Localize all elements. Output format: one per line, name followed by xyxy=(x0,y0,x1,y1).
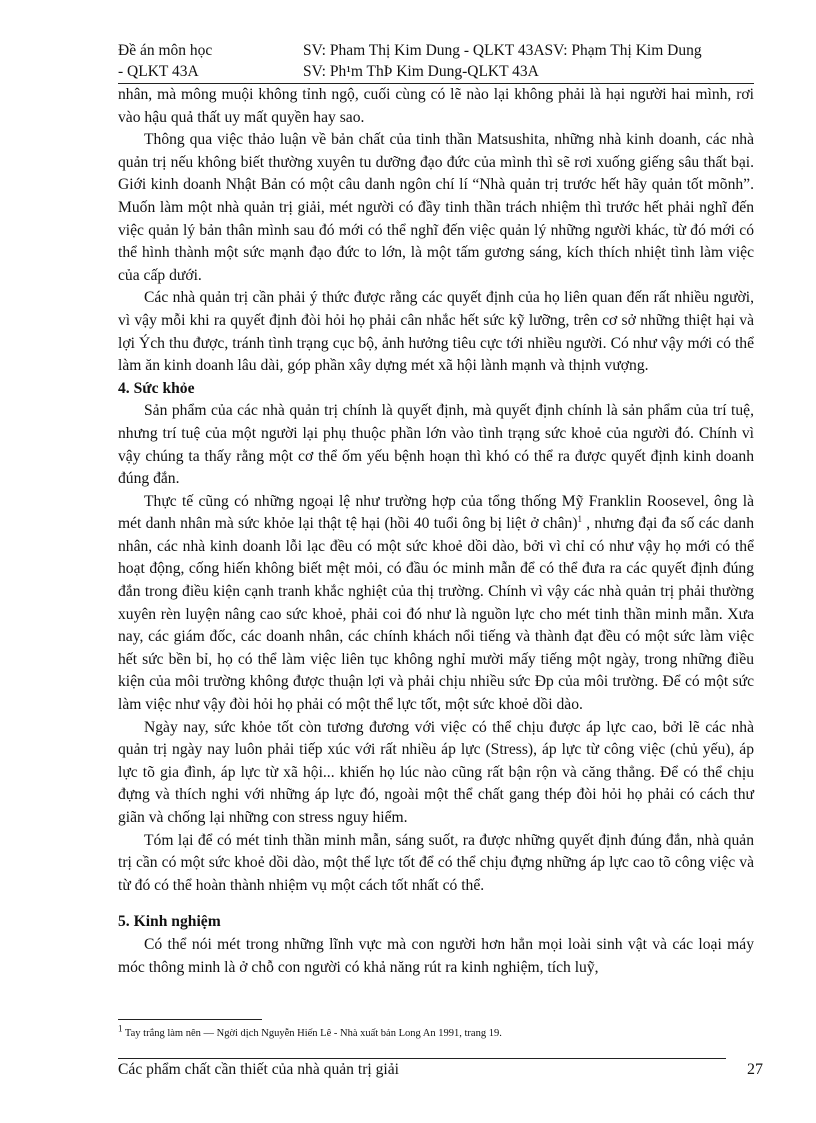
paragraph: Các nhà quản trị cần phải ý thức được rằng các quyết định của họ liên quan đến rất nhiều người, vì vậy mỗi khi ra quyết định đòi hỏi họ phải cân nhắc hết sức kỹ lưỡng, trên cơ sở những thiệt hại và lợi Ých thu được, tránh tình trạng cục bộ, ảnh hưởng tiêu cực tới nhiều người. Có như vậy mới có thể làm ăn kinh doanh lâu dài, góp phần xây dựng mét xã hội lành mạnh và thịnh vượng. xyxy=(118,289,754,375)
footnote-text: Tay trắng làm nên — Ngời dịch Nguyễn Hiến Lê - Nhà xuất bản Long An 1991, trang 19. xyxy=(122,1028,502,1039)
paragraph-text: , nhưng đại đa số các danh nhân, các nhà kinh doanh lỗi lạc đều có một sức khoẻ dồi dào, bởi vì chỉ có như vậy họ mới có thể hoạt động, cống hiến không biết mệt mỏi, có đầu óc minh mẫn để có thể đưa ra các quyết định đúng đắn trong điều kiện cạnh tranh khắc nghiệt của thị trường. Chính vì vậy các nhà quản trị phải thường xuyên rèn luyện nâng cao sức khoẻ, phải coi đó như là nguồn lực cho mét tinh thần minh mẫn. Xưa nay, các giám đốc, các doanh nhân, các chính khách nổi tiếng và thành đạt đều có một sức làm việc hết sức bền bỉ, họ có thể làm việc liên tục không nghỉ mười mấy tiếng một ngày, trong những điều kiện của môi trường không được thuận lợi và phải chịu nhiều sức Ðp của môi trường. Để có một sức làm việc như vậy đòi hỏi họ phải có một thể lực tốt, một sức khoẻ dồi dào. xyxy=(118,515,754,714)
paragraph: nhân, mà mông muội không tỉnh ngộ, cuối cùng có lẽ nào lại không phải là hại người hai mình, rơi vào hậu quả thất uy mất quyền hay sao. xyxy=(118,86,754,126)
section-heading-experience: 5. Kinh nghiệm xyxy=(118,913,221,931)
paragraph: Thông qua việc thảo luận về bản chất của tinh thần Matsushita, những nhà kinh doanh, các nhà quản trị nếu không biết thường xuyên tu dưỡng đạo đức của mình thì sẽ rơi xuống giếng sâu thất bại. Giới kinh doanh Nhật Bản có một câu danh ngôn chí lí “Nhà quản trị trước hết hãy quản tốt mõnh”. Muốn làm một nhà quản trị giải, mét người có đầy tinh thần trách nhiệm thì trước hết phải nghĩ đến việc quản lý bản thân mình sau đó mới có thể nghĩ đến việc quản lý những người khác, từ đó mới có thể hình thành một sức mạnh đạo đức to lớn, là một tấm gương sáng, kích thích nhiệt tình làm việc của cấp dưới. xyxy=(118,131,754,284)
footnote-reference[interactable]: 1 xyxy=(577,514,583,525)
footer-divider xyxy=(118,1058,726,1059)
paragraph: Có thể nói mét trong những lĩnh vực mà con người hơn hẳn mọi loài sinh vật và các loại máy móc thông minh là ở chỗ con người có khả năng rút ra kinh nghiệm, tích luỹ, xyxy=(118,935,754,976)
footnote-mark: 1 xyxy=(118,1023,123,1034)
header-student-info: SV: Pham Thị Kim Dung - QLKT 43ASV: Phạm Thị Kim Dung xyxy=(303,42,702,59)
paragraph: Tóm lại để có mét tinh thần minh mẫn, sáng suốt, ra được những quyết định đúng đắn, nhà quản trị cần có một sức khoẻ dồi dào, một thể lực tốt để có thể chịu đựng những áp lực cao tõ công việc và từ đó có thể hoàn thành nhiệm vụ một cách tốt nhất có thể. xyxy=(118,831,754,894)
footnote-divider xyxy=(118,1019,262,1020)
header-student-info-alt: SV: Ph¹m ThÞ Kim Dung-QLKT 43A xyxy=(303,63,539,80)
page-number: 27 xyxy=(747,1061,763,1078)
paragraph: Ngày nay, sức khỏe tốt còn tương đương với việc có thể chịu được áp lực cao, bởi lẽ các nhà quản trị ngày nay luôn phải tiếp xúc với rất nhiều áp lực (Stress), áp lực từ công việc (chủ yếu), áp lực tõ gia đình, áp lực từ xã hội... khiến họ lúc nào cũng rất bận rộn và căng thẳng. Để có thể chịu đựng và thích nghi với những áp lực đó, ngoài một thể chất gang thép đòi hỏi họ phải có cách thư giãn và chống lại những con stress nguy hiểm. xyxy=(118,718,754,826)
footer-title: Các phẩm chất cần thiết của nhà quản trị giải xyxy=(118,1061,400,1078)
spacer xyxy=(118,897,754,911)
header-course-label: Đề án môn học xyxy=(118,42,213,59)
page-header xyxy=(118,40,754,82)
document-body xyxy=(118,84,754,979)
section-heading-health: 4. Sức khỏe xyxy=(118,379,195,397)
footnote xyxy=(118,1023,502,1039)
paragraph-text: Thực tế cũng có những ngoại lệ như trường hợp của tổng thống Mỹ Franklin Roosevel, ông là mét danh nhân mà sức khỏe lại thật tệ hại (hồi 40 tuổi ông bị liệt ở chân) xyxy=(118,492,754,533)
paragraph xyxy=(118,491,754,717)
header-class-label: - QLKT 43A xyxy=(118,63,199,80)
paragraph: Sản phẩm của các nhà quản trị chính là quyết định, mà quyết định chính là sản phẩm của trí tuệ, nhưng trí tuệ của một người lại phụ thuộc phần lớn vào tình trạng sức khoẻ của người đó. Chính vì vậy chúng ta thấy rằng một cơ thể ốm yếu bệnh hoạn thì khó có thể ra được quyết định kinh doanh đúng đắn. xyxy=(118,402,754,488)
